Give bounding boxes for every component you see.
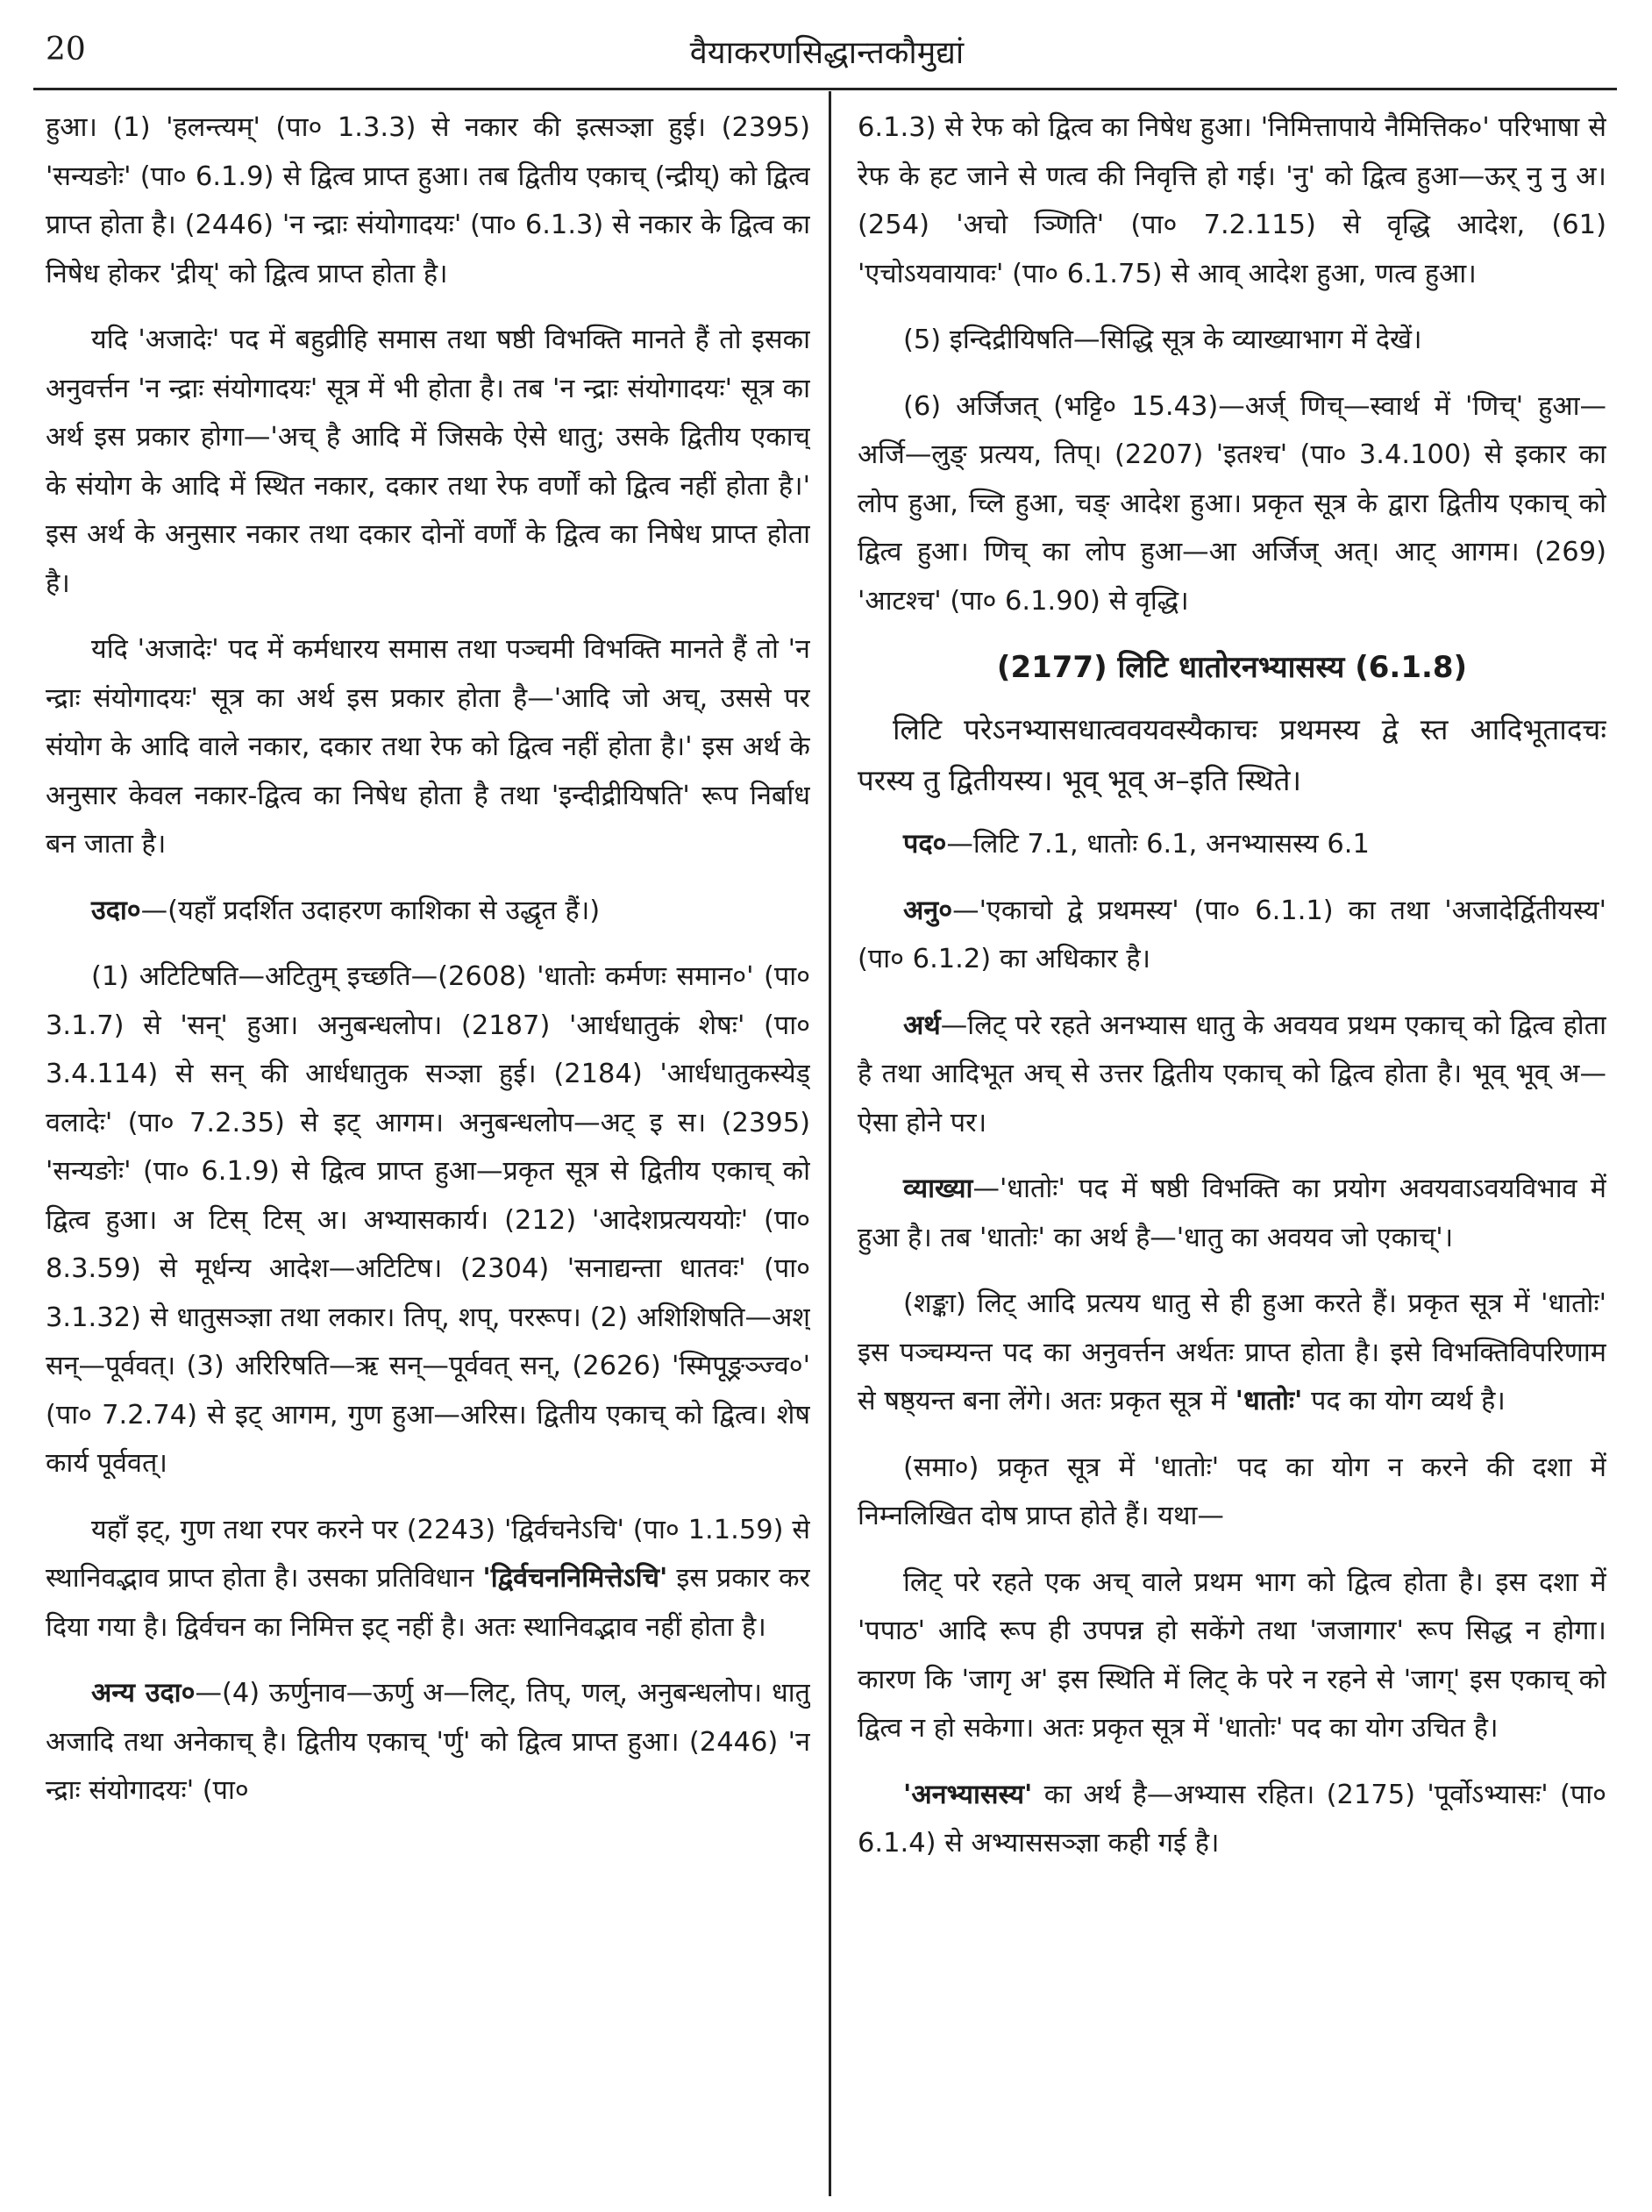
anya-udaharana-label: अन्य उदा० [91, 1678, 196, 1709]
udaharana-label: उदा० [91, 895, 141, 926]
udaharana-intro [46, 887, 810, 936]
right-paragraph-3: (6) अर्जिजत् (भट्टि० 15.43)—अर्ज् णिच्—स्वार्थ में 'णिच्' हुआ—अर्जि—लुङ् प्रत्यय, तिप्। (2207) 'इतश्च' (पा० 3.4.100) से इकार का लोप हुआ, च्लि हुआ, चङ् आदेश हुआ। प्रकृत सूत्र के द्वारा द्वितीय एकाच् को द्वित्व हुआ। णिच् का लोप हुआ—आ अर्जिज् अत्। आट् आगम। (269) 'आटश्च' (पा० 6.1.90) से वृद्धि। [858, 390, 1606, 617]
vyakhya-label: व्याख्या [903, 1174, 973, 1204]
shanka-section [858, 1280, 1606, 1426]
column-divider [829, 91, 831, 2196]
sutra-vritti: लिटि परेऽनभ्यासधात्ववयवस्यैकाचः प्रथमस्य द्वे स्त आदिभूतादचः परस्य तु द्वितीयस्य। भूव् भूव् अ–इति स्थिते। [858, 712, 1606, 797]
shanka-a: (शङ्का) लिट् आदि प्रत्यय धातु से ही हुआ करते हैं। प्रकृत सूत्र में 'धातोः' इस पञ्चम्यन्त पद का अनुवर्त्तन अर्थतः प्राप्त होता है। इसे विभक्तिविपरिणाम से षष्ठ्यन्त बना लेंगे। अतः प्रकृत सूत्र में [858, 1288, 1606, 1416]
left-paragraph-6 [46, 1506, 810, 1652]
shanka-b: पद का योग व्यर्थ है। [1302, 1386, 1506, 1416]
anuvritti-section [858, 887, 1606, 984]
anabhyasa-bold: 'अनभ्यासस्य' [903, 1779, 1033, 1810]
anuvritti-text: —'एकाचो द्वे प्रथमस्य' (पा० 6.1.1) का तथा 'अजादेर्द्वितीयस्य' (पा० 6.1.2) का अधिकार है। [858, 895, 1606, 974]
page-number: 20 [46, 32, 86, 68]
running-title: वैयाकरणसिद्धान्तकौमुद्यां [689, 35, 965, 71]
left-p6-a: यहाँ इट्, गुण तथा रपर करने पर (2243) 'द्विर्वचनेऽचि' (पा० 1.1.59) से स्थानिवद्भाव प्राप्त होता है। उसका प्रतिविधान [46, 1514, 810, 1594]
sutra-heading: (2177) लिटि धातोरनभ्यासस्य (6.1.8) [996, 650, 1468, 685]
udaharana-text: —(यहाँ प्रदर्शित उदाहरण काशिका से उद्धृत हैं।) [140, 895, 601, 926]
right-column [858, 103, 1606, 2200]
left-paragraph-2: यदि 'अजादेः' पद में बहुव्रीहि समास तथा षष्ठी विभक्ति मानते हैं तो इसका अनुवर्त्तन 'न न्द्राः संयोगादयः' सूत्र में भी होता है। तब 'न न्द्राः संयोगादयः' सूत्र का अर्थ इस प्रकार होगा—'अच् है आदि में जिसके ऐसे धातु; उसके द्वितीय एकाच् के संयोग के आदि में स्थित नकार, दकार तथा रेफ वर्णों को द्वित्व नहीं होता है।' इस अर्थ के अनुसार नकार तथा दकार दोनों वर्णों के द्वित्व का निषेध प्राप्त होता है। [46, 325, 810, 599]
anabhyasa-paragraph [858, 1771, 1606, 1868]
anabhyasa-text: का अर्थ है—अभ्यास रहित। (2175) 'पूर्वोऽभ्यासः' (पा० 6.1.4) से अभ्याससञ्ज्ञा कही गई है। [858, 1779, 1606, 1859]
shanka-bold: 'धातोः' [1235, 1386, 1303, 1416]
header-rule [33, 88, 1617, 90]
vyakhya-text: —'धातोः' पद में षष्ठी विभक्ति का प्रयोग अवयवाऽवयविभाव में हुआ है। तब 'धातोः' का अर्थ है—'धातु का अवयव जो एकाच्'। [858, 1174, 1606, 1253]
right-paragraph-2: (5) इन्दिद्रीयिषति—सिद्धि सूत्र के व्याख्याभाग में देखें। [903, 325, 1422, 355]
artha-section [858, 1002, 1606, 1148]
lit-paragraph: लिट् परे रहते एक अच् वाले प्रथम भाग को द्वित्व होता है। इस दशा में 'पपाठ' आदि रूप ही उपपन्न हो सकेंगे तथा 'जजागार' रूप सिद्ध न होगा। कारण कि 'जागृ अ' इस स्थिति में लिट् के परे न रहने से 'जाग्' इस एकाच् को द्वित्व न हो सकेगा। अतः प्रकृत सूत्र में 'धातोः' पद का योग उचित है। [858, 1566, 1606, 1744]
page-header [33, 19, 1620, 82]
pada-text: —लिटि 7.1, धातोः 6.1, अनभ्यासस्य 6.1 [946, 829, 1370, 860]
left-paragraph-1: हुआ। (1) 'हलन्त्यम्' (पा० 1.3.3) से नकार की इत्सञ्ज्ञा हुई। (2395) 'सन्यङोः' (पा० 6.1.9) से द्वित्व प्राप्त हुआ। तब द्वितीय एकाच् (न्द्रीय्) को द्वित्व प्राप्त होता है। (2446) 'न न्द्राः संयोगादयः' (पा० 6.1.3) से नकार के द्वित्व का निषेध होकर 'द्रीय्' को द्वित्व प्राप्त होता है। [46, 112, 810, 289]
left-column [46, 103, 810, 2200]
artha-label: अर्थ [903, 1010, 941, 1041]
left-p6-b: इस प्रकार कर दिया गया है। द्विर्वचन का निमित्त इट् नहीं है। अतः स्थानिवद्भाव नहीं होता है। [46, 1563, 810, 1643]
anuvritti-label: अनु० [903, 895, 953, 926]
pada-label: पद० [903, 829, 947, 860]
anya-udaharana [46, 1669, 810, 1816]
right-paragraph-1: 6.1.3) से रेफ को द्वित्व का निषेध हुआ। 'निमित्तापाये नैमित्तिक०' परिभाषा से रेफ के हट जाने से णत्व की निवृत्ति हो गई। 'नु' को द्वित्व हुआ—ऊर् नु नु अ। (254) 'अचो ञ्णिति' (पा० 7.2.115) से वृद्धि आदेश, (61) 'एचोऽयवायावः' (पा० 6.1.75) से आव् आदेश हुआ, णत्व हुआ। [858, 112, 1606, 289]
anya-udaharana-text: —(4) ऊर्णुनाव—ऊर्णु अ—लिट्, तिप्, णल्, अनुबन्धलोप। धातु अजादि तथा अनेकाच् है। द्वितीय एकाच् 'र्णु' को द्वित्व प्राप्त हुआ। (2446) 'न न्द्राः संयोगादयः' (पा० [46, 1678, 810, 1806]
left-paragraph-3: यदि 'अजादेः' पद में कर्मधारय समास तथा पञ्चमी विभक्ति मानते हैं तो 'न न्द्राः संयोगादयः' सूत्र का अर्थ इस प्रकार होता है—'आदि जो अच्, उससे पर संयोग के आदि वाले नकार, दकार तथा रेफ को द्वित्व नहीं होता है।' इस अर्थ के अनुसार केवल नकार-द्वित्व का निषेध होता है तथा 'इन्दीद्रीयिषति' रूप निर्बाध बन जाता है। [46, 634, 810, 860]
left-paragraph-5: (1) अटिटिषति—अटितुम् इच्छति—(2608) 'धातोः कर्मणः समान०' (पा० 3.1.7) से 'सन्' हुआ। अनुबन्धलोप। (2187) 'आर्धधातुकं शेषः' (पा० 3.4.114) से सन् की आर्धधातुक सञ्ज्ञा हुई। (2184) 'आर्धधातुकस्येड् वलादेः' (पा० 7.2.35) से इट् आगम। अनुबन्धलोप—अट् इ स। (2395) 'सन्यङोः' (पा० 6.1.9) से द्वित्व प्राप्त हुआ—प्रकृत सूत्र से द्वितीय एकाच् को द्वित्व हुआ। अ टिस् टिस् अ। अभ्यासकार्य। (212) 'आदेशप्रत्यययोः' (पा० 8.3.59) से मूर्धन्य आदेश—अटिटिष। (2304) 'सनाद्यन्ता धातवः' (पा० 3.1.32) से धातुसञ्ज्ञा तथा लकार। तिप्, शप्, पररूप। (2) अशिशिषति—अश् सन्—पूर्ववत्। (3) अरिरिषति—ऋ सन्—पूर्ववत् सन्, (2626) 'स्मिपूङ्रञ्ज्व०' (पा० 7.2.74) से इट् आगम, गुण हुआ—अरिस। द्वितीय एकाच् को द्वित्व। शेष कार्य पूर्ववत्। [46, 961, 810, 1479]
left-p6-bold: 'द्विर्वचननिमित्तेऽचि' [482, 1563, 668, 1594]
pada-section [858, 820, 1606, 869]
vyakhya-section [858, 1165, 1606, 1262]
artha-text: —लिट् परे रहते अनभ्यास धातु के अवयव प्रथम एकाच् को द्वित्व होता है तथा आदिभूत अच् से उत्तर द्वितीय एकाच् को द्वित्व होता है। भूव् भूव् अ—ऐसा होने पर। [858, 1010, 1606, 1138]
samadhan-section: (समा०) प्रकृत सूत्र में 'धातोः' पद का योग न करने की दशा में निम्नलिखित दोष प्राप्त होते हैं। यथा— [858, 1452, 1606, 1531]
